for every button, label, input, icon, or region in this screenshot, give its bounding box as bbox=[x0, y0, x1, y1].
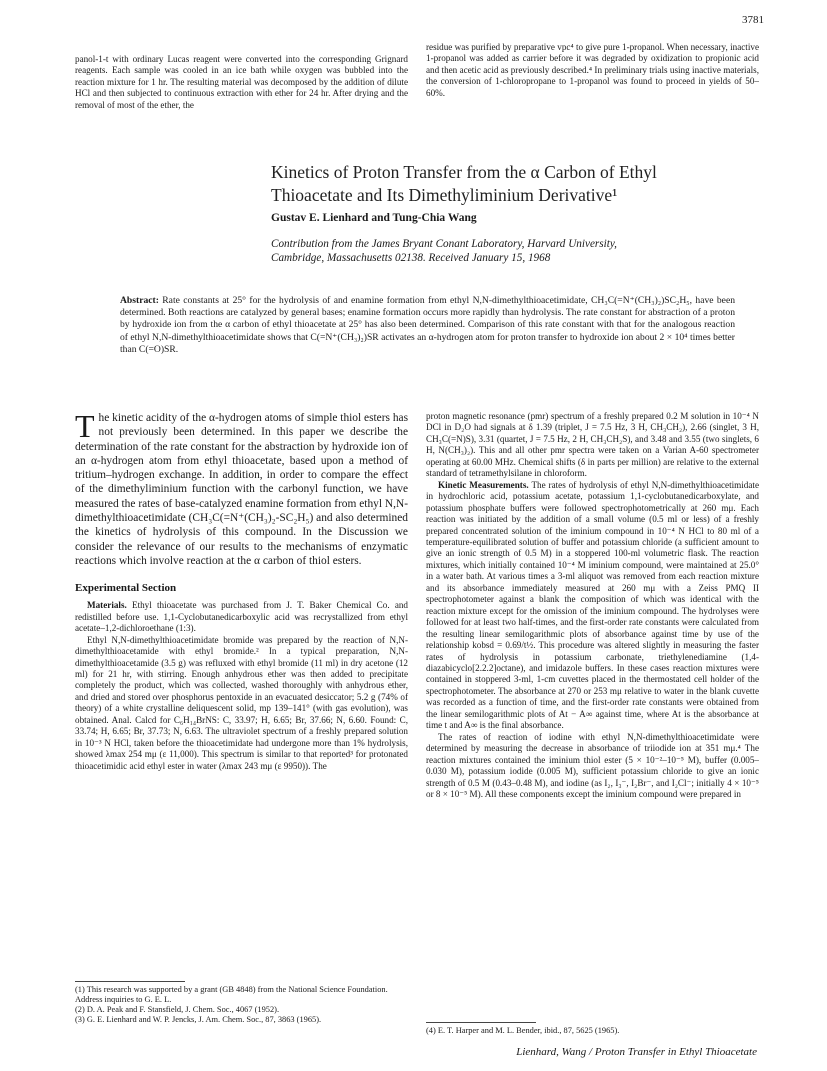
footnote-3: (3) G. E. Lienhard and W. P. Jencks, J. Am. Chem. Soc., 87, 3863 (1965). bbox=[75, 1015, 322, 1024]
abstract-label: Abstract: bbox=[120, 295, 159, 306]
bromide-text: Ethyl N,N-dimethylthioacetimidate bromide was prepared by the reaction of N,N-dimethylthioacetamide with ethyl bromide.² In a typical preparation, N,N-dimethylthioacetamide (3.5 g) was refluxed with ethyl bromide (11 ml) in dry acetone (12 ml) for 21 hr, with stirring. Enough anhydrous ether was then added to precipitate completely the product, which was collected, washed thoroughly with anhydrous ether, and dried and stored over phosphorus pentoxide in an evacuated desiccator; 5.2 g (74% of theory) of a white crystalline deliquescent solid, mp 139–141° (with gas evolution), was obtained. Anal. Calcd for C₆H₁₄BrNS: C, 33.97; H, 6.65; Br, 37.66; N, 6.60. Found: C, 33.74; H, 6.65; Br, 37.73; N, 6.63. The ultraviolet spectrum of a freshly prepared solution in 10⁻³ N HCl, taken before the thioacetimidate had undergone more than 1% hydrolysis, showed λmax 254 mμ (ε 11,000). This spectrum is similar to that reported³ for protonated thioacetimidic acid ethyl ester in water (λmax 243 mμ (ε 9950)). The bbox=[75, 634, 408, 771]
experimental-heading: Experimental Section bbox=[75, 582, 177, 595]
running-footer: Lienhard, Wang / Proton Transfer in Ethyl Thioacetate bbox=[516, 1046, 757, 1058]
affiliation bbox=[271, 237, 771, 265]
page-number: 3781 bbox=[742, 14, 764, 26]
kinetic-label: Kinetic Measurements. bbox=[438, 479, 529, 490]
introduction bbox=[75, 408, 408, 568]
right-column-text bbox=[426, 411, 759, 800]
abstract-text: Rate constants at 25° for the hydrolysis of and enamine formation from ethyl N,N-dimethylthioacetimidate, CH₃C(=N⁺(CH₃)₂)SC₂H₅, have been determined. Both reactions are catalyzed by general bases; enamine formation occurs more rapidly than hydrolysis. The rate constant for abstraction of a proton by hydroxide ion from the α carbon of ethyl thioacetate at 25° has also been determined. Comparison of this rate constant with that for the analogous reaction of ethyl N,N-dimethylthioacetimidate shows that C(=N⁺(CH₃)₂)SR activates an α-hydrogen atom for proton transfer to hydroxide ion about 2 × 10⁴ times better than C(=O)SR. bbox=[120, 295, 736, 355]
article-title bbox=[271, 161, 771, 207]
footnotes-left bbox=[75, 981, 408, 1025]
pmr-text: proton magnetic resonance (pmr) spectrum of a freshly prepared 0.2 M solution in 10⁻⁴ N DCl in D₂O had signals at δ 1.39 (triplet, J = 7.5 Hz, 3 H, CH₃CH₂), 2.66 (singlet, 3 H, CH₃C(=N)S), 3.31 (quartet, J = 7.5 Hz, 2 H, CH₃CH₂S), and 3.48 and 3.55 (two singlets, 6 H, N(CH₃)₂). This and all other pmr spectra were taken on a Varian A-60 spectrometer operating at 60.00 MHz. Chemical shifts (δ in parts per million) are relative to the external standard of tetramethylsilane in chloroform. bbox=[426, 411, 759, 479]
top-left-paragraph bbox=[75, 54, 408, 111]
top-right-text: residue was purified by preparative vpc⁴ to give pure 1-propanol. When necessary, inactive 1-propanol was added as carrier before it was degraded by oxidization to propionic acid and then acetic acid as previously described.⁴ In preliminary trials using inactive materials, the conversion of 1-chloropropane to 1-propanol was found to proceed in yields of 50–60%. bbox=[426, 42, 759, 98]
right-column bbox=[426, 411, 759, 800]
materials-label: Materials. bbox=[87, 600, 127, 611]
title-line-1: Kinetics of Proton Transfer from the α Carbon of Ethyl bbox=[271, 162, 657, 182]
affiliation-line-1: Contribution from the James Bryant Conant Laboratory, Harvard University, bbox=[271, 238, 617, 250]
drop-cap: T bbox=[75, 408, 95, 444]
footnote-2: (2) D. A. Peak and F. Stansfield, J. Chem. Soc., 4067 (1952). bbox=[75, 1005, 280, 1014]
affiliation-line-2: Cambridge, Massachusetts 02138. Received January 15, 1968 bbox=[271, 252, 551, 264]
top-left-text: panol-1-t with ordinary Lucas reagent were converted into the corresponding Grignard reagents. Each sample was cooled in an ice bath while oxygen was bubbled into the reaction mixture for 1 hr. The resulting material was decomposed by the addition of dilute HCl and then subjected to continuous extraction with ether for 24 hr. After drying and the removal of most of the ether, the bbox=[75, 54, 408, 110]
abstract bbox=[120, 295, 735, 356]
kinetic-text: The rates of hydrolysis of ethyl N,N-dimethylthioacetimidate in hydrochloric acid, potassium acetate, potassium 1,1-cyclobutanedicarboxylate, and potassium phosphate buffers were followed spectrophotometrically at 260 mμ. Each reaction was initiated by the addition of a small volume (0.5 ml or less) of a freshly prepared concentrated solution of the iminium compound in 10⁻⁴ N HCl to 80 ml of a temperature-equilibrated solution of buffer and potassium chloride (a sufficient amount to give an ionic strength of 0.5 M) in a stoppered 100-ml volumetric flask. The reaction mixtures, which initially contained 10⁻⁴ M iminium compound, were maintained at 25.0° in a water bath. At various times a 3-ml aliquot was removed from each reaction mixture and its absorbance immediately measured at 260 mμ with a Zeiss PMQ II spectrophotometer against a blank the composition of which was identical with the reaction mixture except for the omission of the iminium compound. The hydrolyses were followed for at least two half-times, and the first-order rate constants were calculated from the resulting linear semilogarithmic plots of absorbance against time by use of the relationship kobsd = 0.69/t½. This procedure was altered slightly in measuring the faster rates of hydrolysis in potassium carbonate, triethylenediamine (1,4-diazabicyclo[2.2.2]octane), and imidazole buffers. In these cases reaction mixtures were contained in stoppered 3-ml, 1-cm cuvettes placed in the thermostated cell holder of the spectrophotometer. The absorbance at 270 or 253 mμ relative to water in the blank cuvette was recorded as a function of time, and the first-order rate constants were obtained from the linear semilogarithmic plots of At − A∞ against time, where At is the absorbance at time t and A∞ is the final absorbance. bbox=[426, 479, 759, 731]
iodine-text: The rates of reaction of iodine with ethyl N,N-dimethylthioacetimidate were determined by measuring the decrease in absorbance of triiodide ion at 351 mμ.⁴ The reaction mixtures contained the iminium thiol ester (5 × 10⁻²–10⁻⁵ M), buffer (0.005–0.030 M), potassium iodide (0.005 M), sufficient potassium chloride to give an ionic strength of 0.5 M (0.43–0.48 M), and iodine (as I₂, I₃⁻, I₂Br⁻, and I₂Cl⁻; initially 4 × 10⁻⁵ or 8 × 10⁻⁵ M). All these components except the iminium compound were prepared in bbox=[426, 731, 759, 799]
footnotes-right bbox=[426, 1022, 759, 1036]
left-column bbox=[75, 408, 408, 772]
authors: Gustav E. Lienhard and Tung-Chia Wang bbox=[271, 212, 477, 224]
title-line-2: Thioacetate and Its Dimethyliminium Derivative¹ bbox=[271, 185, 618, 205]
top-right-paragraph bbox=[426, 42, 759, 99]
intro-text: he kinetic acidity of the α-hydrogen atoms of simple thiol esters has not previously been determined. In this paper we describe the determination of the rate constant for the abstraction by hydroxide ion of an α-hydrogen atom from ethyl thioacetate, based upon a method of tritium–hydrogen exchange. In addition, in order to compare the effect of the dimethyliminium function with the carbonyl function, we have measured the rates of base-catalyzed enamine formation from ethyl N,N-dimethylthioacetimidate (CH₃C(=N⁺(CH₃)₂-SC₂H₅) and also determined the kinetics of hydrolysis of this compound. In the Discussion we consider the relevance of our results to the mechanisms of enzymatic reactions which involve reaction at the α carbon of thiol esters. bbox=[75, 412, 408, 567]
footnote-4: (4) E. T. Harper and M. L. Bender, ibid., 87, 5625 (1965). bbox=[426, 1026, 620, 1035]
footnote-1: (1) This research was supported by a grant (GB 4848) from the National Science Foundation. Address inquiries to G. E. L. bbox=[75, 985, 388, 1004]
materials-paragraph bbox=[75, 600, 408, 772]
footnote-rule bbox=[75, 981, 185, 982]
materials-text: Ethyl thioacetate was purchased from J. T. Baker Chemical Co. and redistilled before use. 1,1-Cyclobutanedicarboxylic acid was recrystallized from ethyl acetate–1,2-dichloroethane (1:3). bbox=[75, 600, 408, 634]
footnote-rule-right bbox=[426, 1022, 536, 1023]
